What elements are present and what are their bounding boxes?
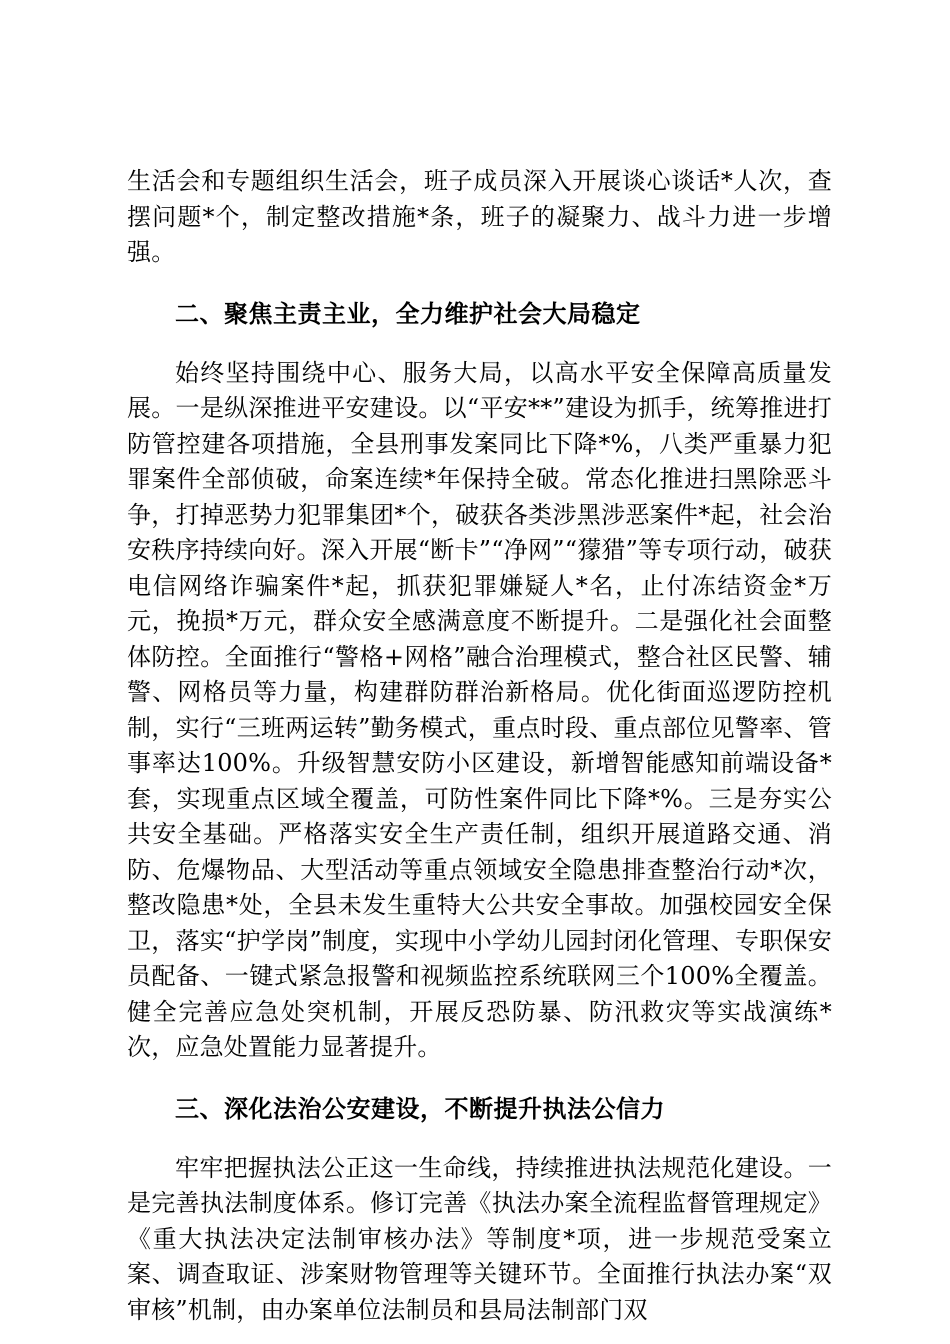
spacer	[127, 1127, 832, 1151]
section-three-paragraph: 牢牢把握执法公正这一生命线，持续推进执法规范化建设。一是完善执法制度体系。修订完善《执法办案全流程监督管理规定》《重大执法决定法制审核办法》等制度*项，进一步规范受案立案、调查取证、涉案财物管理等关键环节。全面推行执法办案“双审核”机制，由办案单位法制员和县局法制部门双	[127, 1153, 832, 1324]
spacer	[127, 1066, 832, 1091]
spacer	[127, 271, 832, 296]
section-three-heading: 三、深化法治公安建设，不断提升执法公信力	[175, 1094, 665, 1123]
spacer	[127, 332, 832, 356]
section-two-paragraph: 始终坚持围绕中心、服务大局，以高水平安全保障高质量发展。一是纵深推进平安建设。以“平安**”建设为抓手，统筹推进打防管控建各项措施，全县刑事发案同比下降*%，八类严重暴力犯罪案件全部侦破，命案连续*年保持全破。常态化推进扫黑除恶斗争，打掉恶势力犯罪集团*个，破获各类涉黑涉恶案件*起，社会治安秩序持续向好。深入开展“断卡”“净网”“獴猎”等专项行动，破获电信网络诈骗案件*起，抓获犯罪嫌疑人*名，止付冻结资金*万元，挽损*万元，群众安全感满意度不断提升。二是强化社会面整体防控。全面推行“警格+网格”融合治理模式，整合社区民警、辅警、网格员等力量，构建群防群治新格局。优化街面巡逻防控机制，实行“三班两运转”勤务模式，重点时段、重点部位见警率、管事率达100%。升级智慧安防小区建设，新增智能感知前端设备*套，实现重点区域全覆盖，可防性案件同比下降*%。三是夯实公共安全基础。严格落实安全生产责任制，组织开展道路交通、消防、危爆物品、大型活动等重点领域安全隐患排查整治行动*次，整改隐患*处，全县未发生重特大公共安全事故。加强校园安全保卫，落实“护学岗”制度，实现中小学幼儿园封闭化管理、专职保安员配备、一键式紧急报警和视频监控系统联网三个100%全覆盖。健全完善应急处突机制，开展反恐防暴、防汛救灾等实战演练*次，应急处置能力显著提升。	[127, 358, 832, 1061]
continued-paragraph: 生活会和专题组织生活会，班子成员深入开展谈心谈话*人次，查摆问题*个，制定整改措施*条，班子的凝聚力、战斗力进一步增强。	[127, 167, 832, 266]
document-body	[127, 164, 832, 1328]
section-two-heading: 二、聚焦主责主业，全力维护社会大局稳定	[175, 299, 641, 328]
